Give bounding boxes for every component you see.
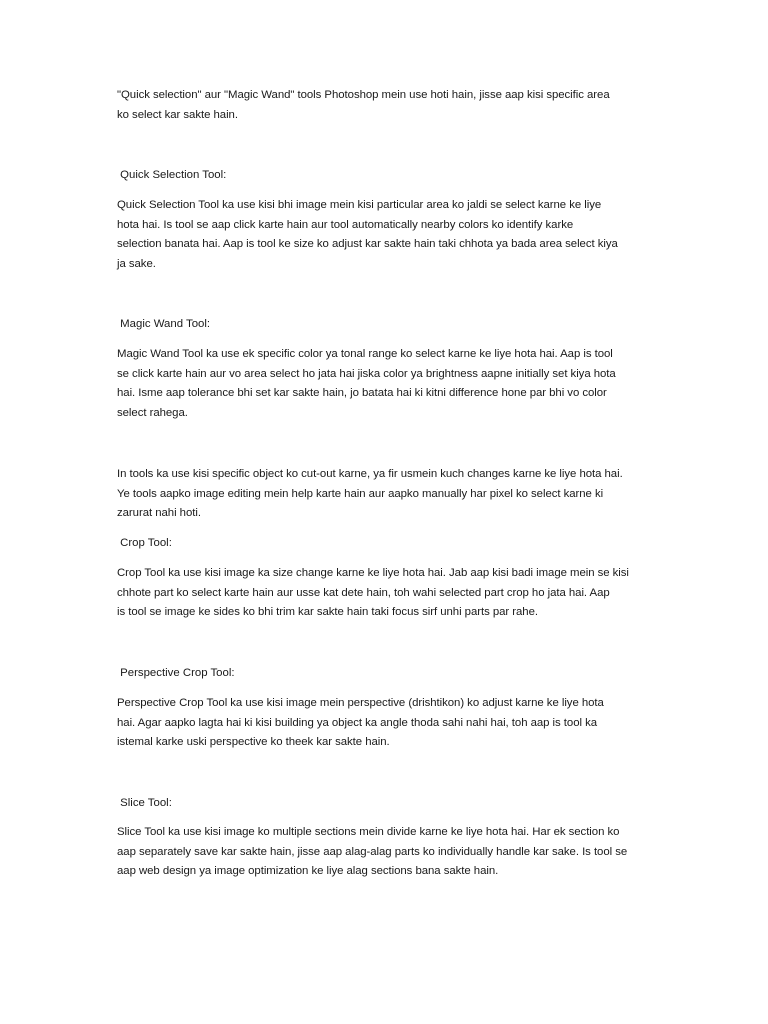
perspective-crop-paragraph: Perspective Crop Tool ka use kisi image mein perspective (drishtikon) ko adjust karne ke liye hota hai. Agar aapko lagta hai ki kisi building ya object ka angle thoda sahi nahi hai, toh aap is tool ka istemal karke uski perspective ko theek kar sakte hain. xyxy=(117,697,604,749)
slice-heading: Slice Tool: xyxy=(117,797,172,809)
summary-paragraph: In tools ka use kisi specific object ko cut-out karne, ya fir usmein kuch changes karne ke liye hota hai. Ye tools aapko image editing mein help karte hain aur aapko manually har pixel ko select karne ki zarurat nahi hoti. xyxy=(117,468,623,520)
crop-paragraph: Crop Tool ka use kisi image ka size change karne ke liye hota hai. Jab aap kisi badi image mein se kisi chhote part ko select karte hain aur usse kat dete hain, toh wahi selected part crop ho jata hai. Aap is tool se image ke sides ko bhi trim kar sakte hain taki focus sirf unhi parts par rahe. xyxy=(117,567,629,619)
magic-wand-heading: Magic Wand Tool: xyxy=(117,318,211,330)
perspective-crop-heading: Perspective Crop Tool: xyxy=(117,667,235,679)
slice-paragraph: Slice Tool ka use kisi image ko multiple sections mein divide karne ke liye hota hai. Har ek section ko aap separately save kar sakte hain, jisse aap alag-alag parts ko individually handle kar sake. Is tool se aap web design ya image optimization ke liye alag sections bana sakte hain. xyxy=(117,826,628,878)
quick-selection-heading: Quick Selection Tool: xyxy=(117,169,227,181)
crop-heading: Crop Tool: xyxy=(117,537,172,549)
quick-selection-paragraph: Quick Selection Tool ka use kisi bhi image mein kisi particular area ko jaldi se select karne ke liye hota hai. Is tool se aap click karte hain aur tool automatically nearby colors ko identify karke selection banata hai. Aap is tool ke size ko adjust kar sakte hain taki chhota ya bada area select kiya ja sake. xyxy=(117,199,618,270)
intro-paragraph: "Quick selection" aur "Magic Wand" tools Photoshop mein use hoti hain, jisse aap kisi specific area ko select kar sakte hain. xyxy=(117,89,610,121)
magic-wand-paragraph: Magic Wand Tool ka use ek specific color ya tonal range ko select karne ke liye hota hai. Aap is tool se click karte hain aur vo area select ho jata hai jiska color ya brightness aapne initially set kiya hota hai. Isme aap tolerance bhi set kar sakte hain, jo batata hai ki kitni difference hone par bhi vo color select rahega. xyxy=(117,348,616,419)
